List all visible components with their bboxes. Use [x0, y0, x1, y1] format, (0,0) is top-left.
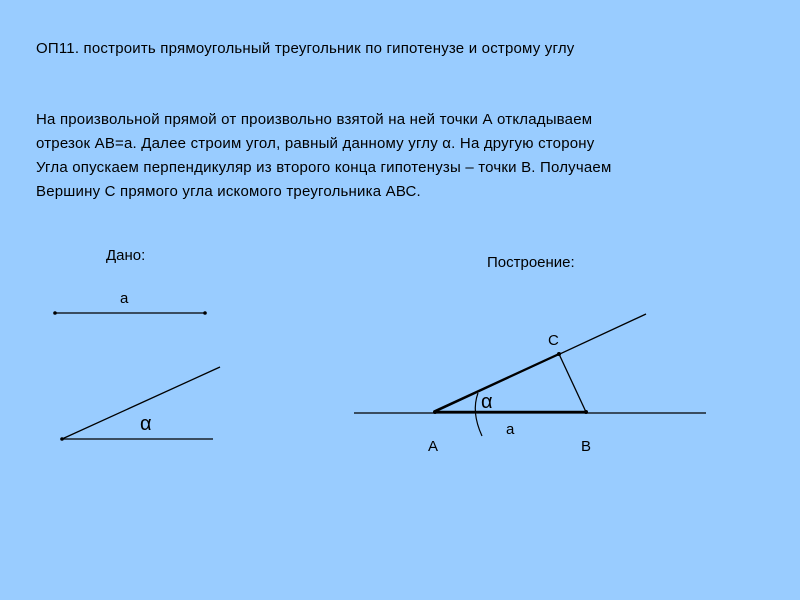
point-b-label: В — [581, 438, 592, 455]
segment-a-start-point — [53, 311, 57, 315]
point-c-label: С — [548, 332, 559, 349]
point-b — [584, 410, 588, 414]
leg-ac — [435, 354, 559, 411]
given-segment-label: а — [120, 290, 129, 307]
given-angle-label: α — [140, 413, 152, 435]
description-line-3: Угла опускаем перпендикуляр из второго конца гипотенузы – точки В. Получаем — [36, 159, 612, 176]
construction-segment-label: а — [506, 421, 515, 438]
given-label: Дано: — [106, 247, 146, 264]
description-line-2: отрезок АВ=а. Далее строим угол, равный данному углу α. На другую сторону — [36, 135, 595, 152]
segment-a-end-point — [203, 311, 207, 315]
point-a — [433, 410, 437, 414]
slide-title: ОП11. построить прямоугольный треугольник по гипотенузе и острому углу — [36, 40, 575, 57]
construction-label: Построение: — [487, 254, 575, 271]
point-c — [557, 352, 561, 356]
given-segment — [53, 290, 207, 315]
given-angle — [60, 367, 220, 441]
angle-vertex-point — [60, 437, 64, 441]
point-a-label: А — [428, 438, 439, 455]
description-line-1: На произвольной прямой от произвольно взятой на ней точки А откладываем — [36, 111, 593, 128]
construction-angle-label: α — [481, 391, 493, 413]
description-line-4: Вершину С прямого угла искомого треугольника АВС. — [36, 183, 421, 200]
perpendicular-bc — [559, 354, 586, 412]
construction-figure — [354, 314, 706, 455]
